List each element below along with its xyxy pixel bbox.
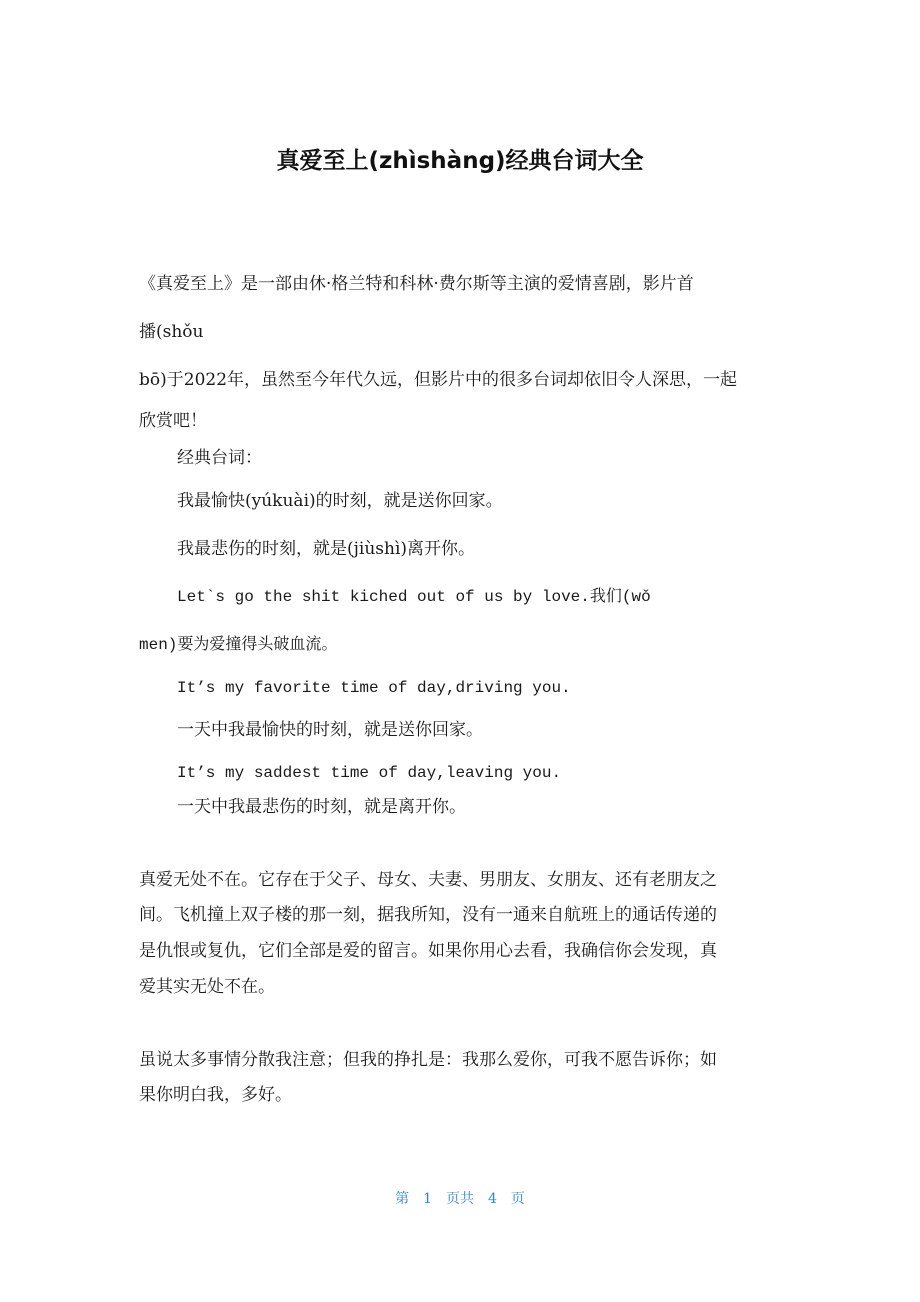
quote-line: men)要为爱撞得头破血流。: [139, 636, 338, 654]
paragraph-2-line: 虽说太多事情分散我注意；但我的挣扎是：我那么爱你，可我不愿告诉你；如: [139, 1050, 717, 1070]
footer-mid: 页共: [446, 1191, 474, 1207]
footer-prefix: 第: [395, 1191, 410, 1207]
intro-line-4: 欣赏吧！: [139, 411, 207, 431]
paragraph-1-line: 真爱无处不在。它存在于父子、母女、夫妻、男朋友、女朋友、还有老朋友之: [139, 870, 717, 890]
quote-line: Let`s go the shit kiched out of us by love.我们(wǒ: [177, 588, 651, 606]
quote-line: 我最悲伤的时刻，就是(jiùshì)离开你。: [177, 539, 476, 559]
intro-line-3: bō)于2022年，虽然至今年代久远，但影片中的很多台词却依旧令人深思，一起: [139, 370, 738, 390]
total-pages-number: 4: [488, 1191, 497, 1207]
paragraph-2-line: 果你明白我，多好。: [139, 1085, 292, 1105]
intro-line-1: 《真爱至上》是一部由休·格兰特和科林·费尔斯等主演的爱情喜剧，影片首: [139, 274, 694, 294]
quote-line: It’s my saddest time of day,leaving you.: [177, 764, 562, 782]
quote-line: 我最愉快(yúkuài)的时刻，就是送你回家。: [177, 491, 503, 511]
quotes-heading: 经典台词：: [177, 448, 262, 468]
page-number-footer: [0, 1188, 920, 1208]
paragraph-1-line: 爱其实无处不在。: [139, 977, 275, 997]
quote-line: It’s my favorite time of day,driving you.: [177, 679, 571, 697]
document-title: 真爱至上(zhìshàng)经典台词大全: [276, 148, 644, 174]
current-page-number: 1: [423, 1191, 432, 1207]
quote-line: 一天中我最悲伤的时刻，就是离开你。: [177, 797, 466, 817]
paragraph-1-line: 间。飞机撞上双子楼的那一刻，据我所知，没有一通来自航班上的通话传递的: [139, 905, 717, 925]
quote-line: 一天中我最愉快的时刻，就是送你回家。: [177, 720, 483, 740]
intro-line-2: 播(shǒu: [139, 322, 204, 342]
paragraph-1-line: 是仇恨或复仇，它们全部是爱的留言。如果你用心去看，我确信你会发现，真: [139, 941, 717, 961]
footer-suffix: 页: [510, 1191, 525, 1207]
